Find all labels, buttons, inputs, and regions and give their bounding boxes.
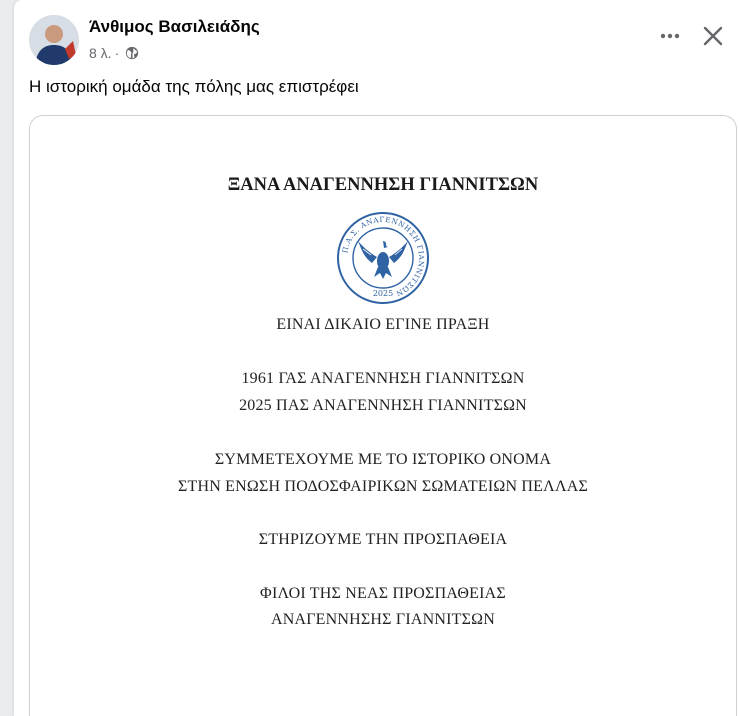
document-line: ΣΤΗΝ ΕΝΩΣΗ ΠΟΔΟΣΦΑΙΡΙΚΩΝ ΣΩΜΑΤΕΙΩΝ ΠΕΛΛΑΣ: [177, 478, 589, 495]
club-emblem: [336, 211, 430, 305]
meta-separator: ·: [114, 45, 120, 61]
post-image[interactable]: [29, 115, 737, 716]
post-text: Η ιστορική ομάδα της πόλης μας επιστρέφει: [29, 77, 359, 96]
post-meta: [89, 44, 139, 62]
emblem-ring-text: Π.Α.Σ. ΑΝΑΓΕΝΝΗΣΗ ΓΙΑΝΝΙΤΣΩΝ: [340, 214, 427, 299]
close-button[interactable]: [695, 20, 731, 56]
emblem-year: 2025: [372, 289, 394, 298]
document-line: 1961 ΓΑΣ ΑΝΑΓΕΝΝΗΣΗ ΓΙΑΝΝΙΤΣΩΝ: [241, 370, 525, 387]
author-name[interactable]: Άνθιμος Βασιλειάδης: [89, 17, 260, 36]
document-line: ΣΤΗΡΙΖΟΥΜΕ ΤΗΝ ΠΡΟΣΠΑΘΕΙΑ: [258, 531, 508, 548]
post-card: [14, 0, 738, 716]
more-options-button[interactable]: [652, 20, 688, 56]
document-line: 2025 ΠΑΣ ΑΝΑΓΕΝΝΗΣΗ ΓΙΑΝΝΙΤΣΩΝ: [239, 397, 527, 414]
document-line: ΦΙΛΟΙ ΤΗΣ ΝΕΑΣ ΠΡΟΣΠΑΘΕΙΑΣ: [260, 585, 506, 602]
post-timestamp[interactable]: 8 λ.: [89, 45, 112, 61]
document-title: ΞΑΝΑ ΑΝΑΓΕΝΝΗΣΗ ΓΙΑΝΝΙΤΣΩΝ: [227, 175, 539, 195]
document-line: ΕΙΝΑΙ ΔΙΚΑΙΟ ΕΓΙΝΕ ΠΡΑΞΗ: [276, 316, 490, 333]
document-line: ΣΥΜΜΕΤΕΧΟΥΜΕ ΜΕ ΤΟ ΙΣΤΟΡΙΚΟ ΟΝΟΜΑ: [214, 451, 552, 468]
avatar[interactable]: [29, 15, 79, 65]
document-line: ΑΝΑΓΕΝΝΗΣΗΣ ΓΙΑΝΝΙΤΣΩΝ: [270, 611, 496, 628]
more-options-icon: [658, 24, 682, 53]
announcement-document: [30, 116, 736, 716]
globe-icon[interactable]: [125, 46, 139, 60]
close-icon: [701, 24, 725, 53]
